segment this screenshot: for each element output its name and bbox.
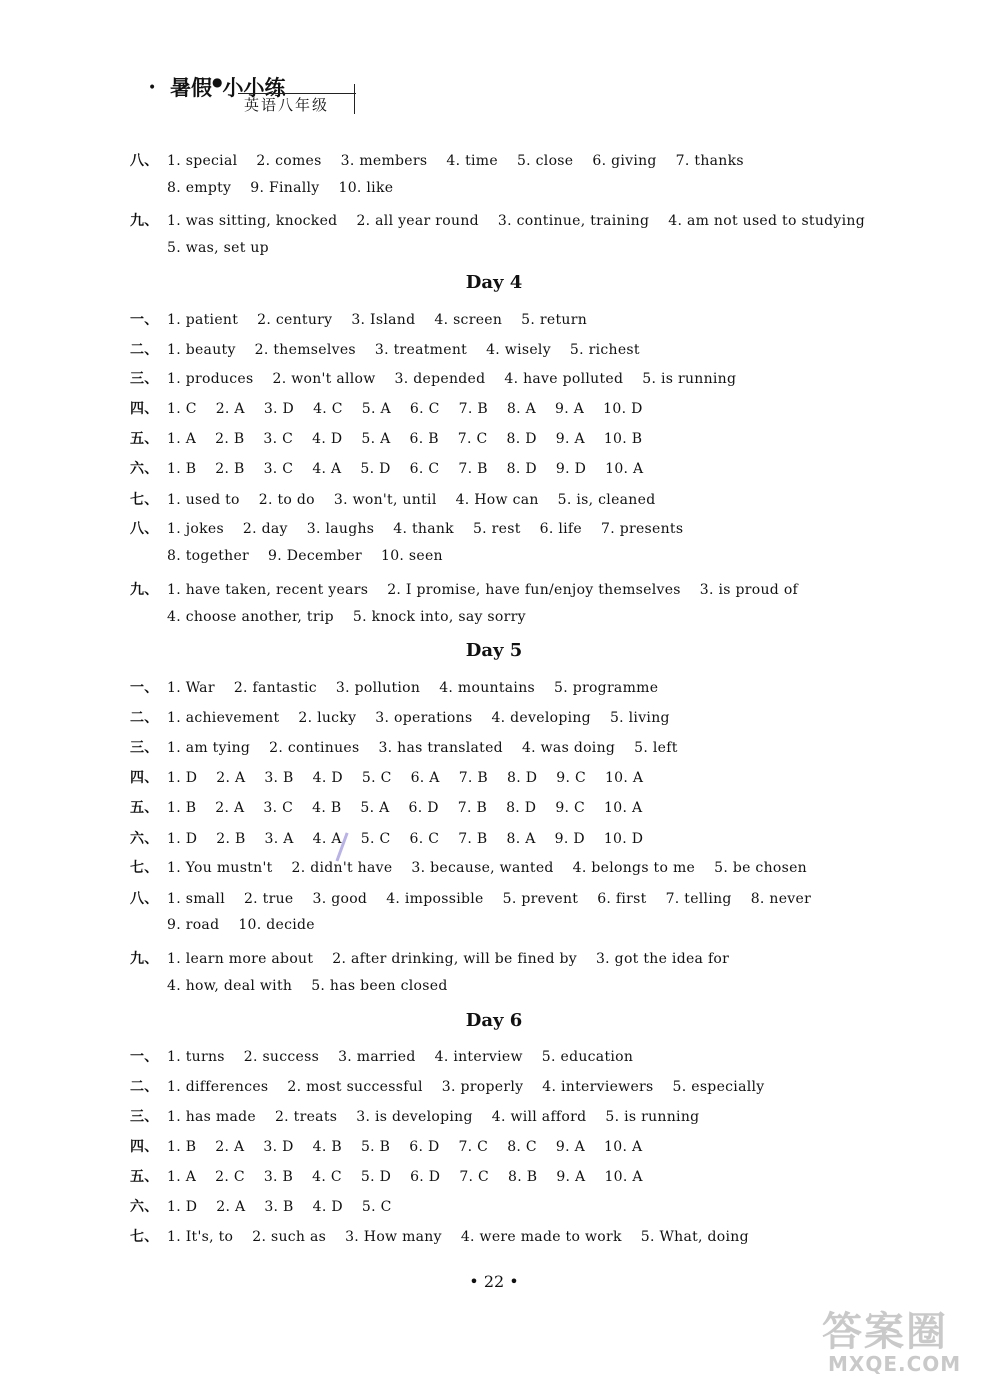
answer-line — [130, 309, 587, 329]
answer-line — [130, 737, 678, 757]
answer-line — [130, 210, 865, 230]
section-label: 九、 — [130, 951, 159, 967]
answer-line — [130, 707, 670, 727]
answer-line — [130, 677, 658, 697]
answer-line — [130, 1106, 699, 1126]
section-label: 一、 — [130, 312, 159, 328]
answer-line — [130, 489, 655, 509]
answers-text: 1. have taken, recent years 2. I promise, have fun/enjoy themselves 3. is proud of — [167, 582, 799, 598]
answers-text: 4. how, deal with 5. has been closed — [167, 978, 448, 994]
section-label: 七、 — [130, 492, 159, 508]
bullet-icon: • — [148, 80, 157, 96]
book-subtitle: 英语八年级 — [244, 96, 330, 114]
book-header — [148, 70, 368, 114]
answer-line — [130, 339, 640, 359]
answer-line — [130, 828, 643, 848]
answer-line — [130, 428, 642, 448]
answers-text: 1. D 2. A 3. B 4. D 5. C 6. A 7. B 8. D 9. C 10. A — [167, 770, 644, 786]
book-title: 暑假●小小练 — [170, 75, 286, 100]
section-label: 四、 — [130, 1139, 159, 1155]
header-vertical-rule — [354, 84, 355, 114]
section-label: 五、 — [130, 431, 159, 447]
answers-text: 1. has made 2. treats 3. is developing 4. will afford 5. is running — [167, 1109, 700, 1125]
answer-line — [130, 458, 643, 478]
answers-text: 1. C 2. A 3. D 4. C 5. A 6. C 7. B 8. A 9. A 10. D — [167, 401, 643, 417]
answers-text: 8. together 9. December 10. seen — [167, 548, 443, 564]
section-label: 八、 — [130, 153, 159, 169]
section-label: 三、 — [130, 740, 159, 756]
watermark — [814, 1300, 964, 1382]
section-label: 二、 — [130, 342, 159, 358]
section-label: 三、 — [130, 371, 159, 387]
answers-text: 1. B 2. A 3. D 4. B 5. B 6. D 7. C 8. C 9. A 10. A — [167, 1139, 643, 1155]
section-label: 九、 — [130, 582, 159, 598]
answers-text: 1. learn more about 2. after drinking, will be fined by 3. got the idea for — [167, 951, 730, 967]
answers-text: 1. turns 2. success 3. married 4. interview 5. education — [167, 1049, 634, 1065]
watermark-url: MXQE.COM — [828, 1352, 962, 1376]
section-label: 六、 — [130, 461, 159, 477]
section-label: 五、 — [130, 1169, 159, 1185]
answer-line — [130, 948, 729, 968]
answers-text: 1. A 2. C 3. B 4. C 5. D 6. D 7. C 8. B 9. A 10. A — [167, 1169, 643, 1185]
answer-line-continued — [167, 548, 443, 564]
section-label: 八、 — [130, 891, 159, 907]
answers-text: 1. You mustn't 2. didn't have 3. because, wanted 4. belongs to me 5. be chosen — [167, 860, 807, 876]
section-label: 九、 — [130, 213, 159, 229]
answers-text: 1. beauty 2. themselves 3. treatment 4. wisely 5. richest — [167, 342, 640, 358]
answers-text: 1. small 2. true 3. good 4. impossible 5. prevent 6. first 7. telling 8. never — [167, 891, 812, 907]
answers-text: 1. It's, to 2. such as 3. How many 4. were made to work 5. What, doing — [167, 1229, 749, 1245]
answer-line-continued — [167, 978, 448, 994]
page-number: • 22 • — [469, 1272, 519, 1291]
section-label: 五、 — [130, 800, 159, 816]
answers-text: 1. used to 2. to do 3. won't, until 4. How can 5. is, cleaned — [167, 492, 656, 508]
answers-text: 1. B 2. A 3. C 4. B 5. A 6. D 7. B 8. D 9. C 10. A — [167, 800, 643, 816]
answers-text: 1. B 2. B 3. C 4. A 5. D 6. C 7. B 8. D 9. D 10. A — [167, 461, 644, 477]
answer-line — [130, 1046, 633, 1066]
answers-text: 1. D 2. B 3. A 4. A 5. C 6. C 7. B 8. A 9. D 10. D — [167, 831, 644, 847]
answer-line — [130, 767, 643, 787]
section-label: 七、 — [130, 1229, 159, 1245]
section-label: 四、 — [130, 401, 159, 417]
section-label: 七、 — [130, 860, 159, 876]
answers-text: 8. empty 9. Finally 10. like — [167, 180, 394, 196]
answers-text: 1. War 2. fantastic 3. pollution 4. mountains 5. programme — [167, 680, 659, 696]
answers-text: 1. D 2. A 3. B 4. D 5. C — [167, 1199, 392, 1215]
section-label: 一、 — [130, 680, 159, 696]
answer-line — [130, 1196, 392, 1216]
answers-text: 1. jokes 2. day 3. laughs 4. thank 5. rest 6. life 7. presents — [167, 521, 684, 537]
answers-text: 1. am tying 2. continues 3. has translated 4. was doing 5. left — [167, 740, 678, 756]
answers-text: 1. A 2. B 3. C 4. D 5. A 6. B 7. C 8. D 9. A 10. B — [167, 431, 643, 447]
answer-line — [130, 368, 736, 388]
answers-text: 1. patient 2. century 3. Island 4. screen 5. return — [167, 312, 588, 328]
watermark-logo-text: 答案圈 — [822, 1309, 948, 1355]
answer-line — [130, 518, 683, 538]
answers-text: 1. achievement 2. lucky 3. operations 4. developing 5. living — [167, 710, 670, 726]
answers-text: 1. special 2. comes 3. members 4. time 5. close 6. giving 7. thanks — [167, 153, 744, 169]
section-label: 三、 — [130, 1109, 159, 1125]
section-label: 二、 — [130, 710, 159, 726]
answers-text: 4. choose another, trip 5. knock into, say sorry — [167, 609, 526, 625]
answer-line — [130, 150, 744, 170]
section-label: 四、 — [130, 770, 159, 786]
answers-text: 1. differences 2. most successful 3. properly 4. interviewers 5. especially — [167, 1079, 765, 1095]
answers-text: 9. road 10. decide — [167, 917, 315, 933]
answer-line — [130, 1076, 764, 1096]
answer-line-continued — [167, 917, 315, 933]
answer-line — [130, 1226, 749, 1246]
answer-line — [130, 888, 811, 908]
answer-line — [130, 797, 642, 817]
answers-text: 1. produces 2. won't allow 3. depended 4. have polluted 5. is running — [167, 371, 737, 387]
section-label: 八、 — [130, 521, 159, 537]
answer-line-continued — [167, 240, 269, 256]
answer-line-continued — [167, 180, 393, 196]
section-label: 二、 — [130, 1079, 159, 1095]
section-label: 六、 — [130, 831, 159, 847]
answer-line — [130, 579, 798, 599]
answer-line — [130, 398, 643, 418]
answer-line — [130, 1136, 642, 1156]
section-label: 一、 — [130, 1049, 159, 1065]
day-heading: Day 4 — [465, 272, 523, 293]
day-heading: Day 6 — [465, 1010, 523, 1031]
answer-line-continued — [167, 609, 526, 625]
answer-line — [130, 857, 807, 877]
answers-text: 1. was sitting, knocked 2. all year round 3. continue, training 4. am not used to studying — [167, 213, 865, 229]
day-heading: Day 5 — [465, 640, 523, 661]
answer-line — [130, 1166, 643, 1186]
section-label: 六、 — [130, 1199, 159, 1215]
answers-text: 5. was, set up — [167, 240, 269, 256]
